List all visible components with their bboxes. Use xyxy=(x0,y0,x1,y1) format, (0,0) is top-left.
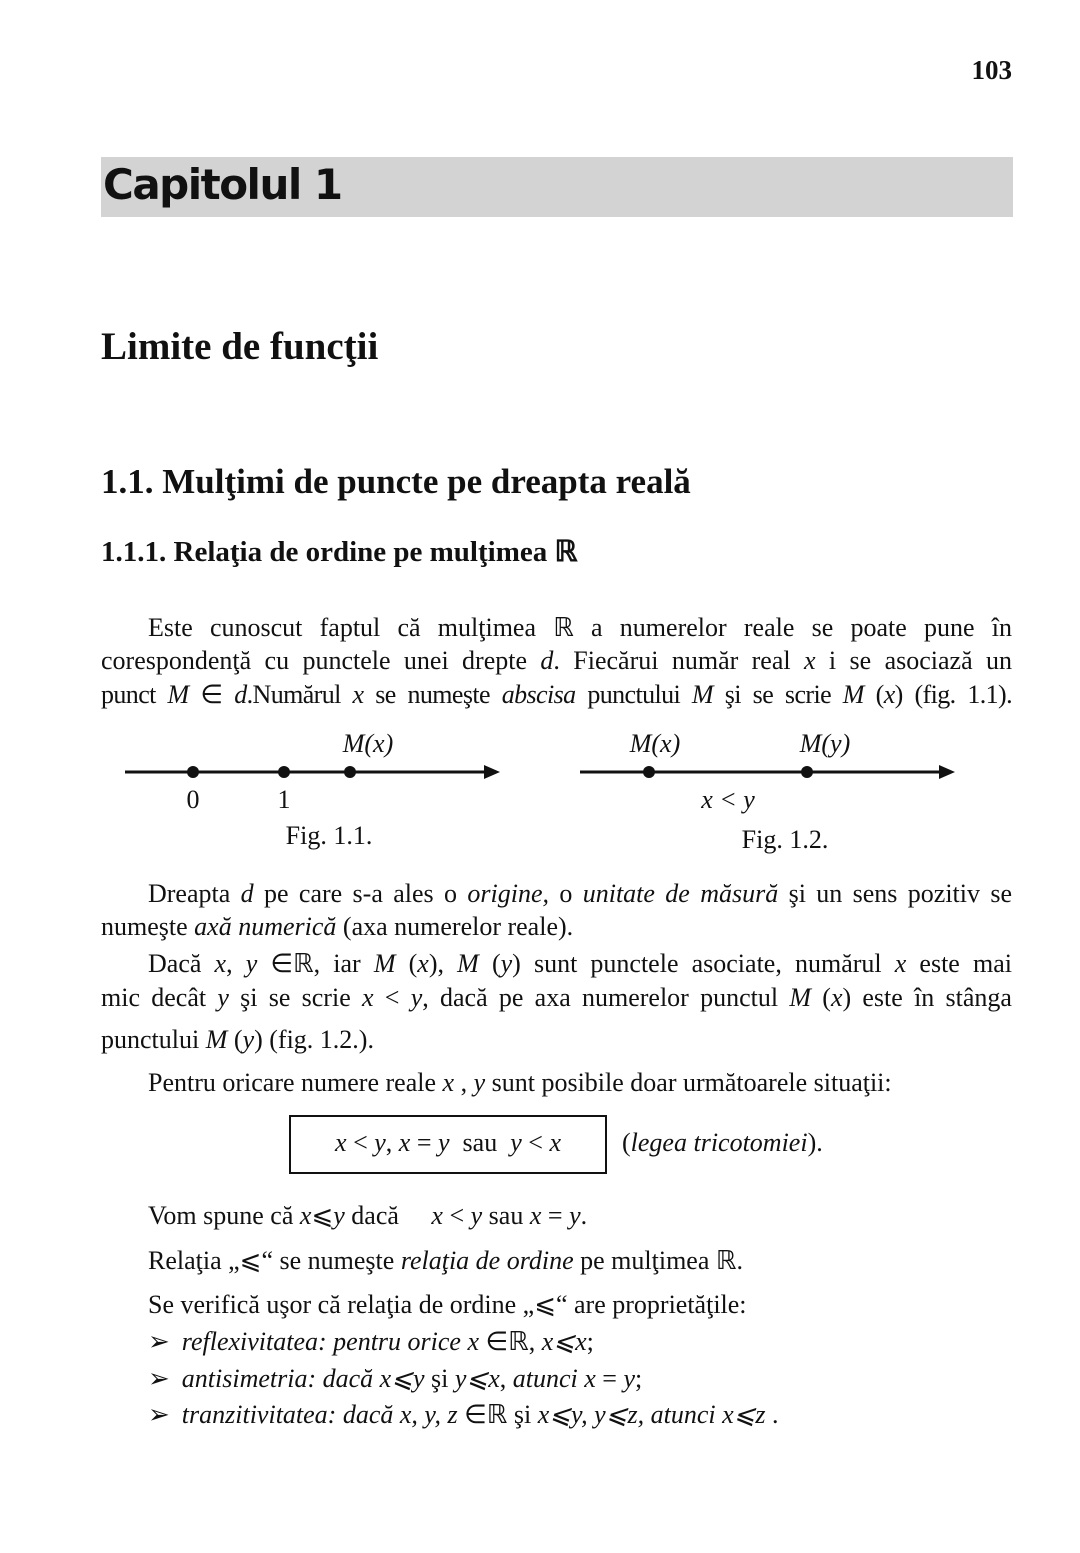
text-segment: ) sunt punctele asociate, numărul xyxy=(512,949,895,978)
text-segment: y xyxy=(242,1025,255,1054)
text-segment: ( xyxy=(811,983,831,1012)
text-segment: ) (fig. 1.2.). xyxy=(254,1025,374,1054)
text-segment: ∈ℝ, xyxy=(485,1327,542,1356)
axis-arrow-icon xyxy=(939,765,955,779)
text-segment: Vom spune că xyxy=(148,1201,300,1230)
text-segment: ). xyxy=(807,1128,823,1157)
text-segment: şi xyxy=(424,1364,455,1393)
paragraph-line xyxy=(101,911,1012,943)
point-1 xyxy=(278,766,290,778)
text-segment: unitate de măsură xyxy=(582,879,779,908)
text-segment: Relaţia „⩽“ se numeşte xyxy=(148,1246,401,1275)
property-item xyxy=(148,1327,594,1357)
label-mx: M(x) xyxy=(629,729,681,758)
text-segment: şi un sens pozitiv se xyxy=(778,879,1013,908)
text-segment: sau xyxy=(449,1128,511,1157)
text-segment: punctului xyxy=(575,680,692,709)
text-segment: Pentru oricare numere reale xyxy=(148,1068,443,1097)
text-segment: x xyxy=(361,983,374,1012)
chapter-title: Capitolul 1 xyxy=(103,160,342,209)
text-segment: x xyxy=(352,680,364,709)
text-segment: y xyxy=(500,949,513,978)
text-segment: reflexivitatea: pentru orice x xyxy=(181,1327,486,1356)
text-segment: < xyxy=(373,983,411,1012)
text-segment: y xyxy=(410,983,423,1012)
paragraph-line xyxy=(101,1024,1012,1056)
figure-caption: Fig. 1.2. xyxy=(741,825,829,854)
label-1: 1 xyxy=(277,785,291,814)
text-segment: o xyxy=(548,879,583,908)
text-segment: corespondenţă cu punctele unei drepte xyxy=(101,646,541,675)
text-segment: = xyxy=(410,1128,438,1157)
text-segment: Dreapta xyxy=(148,879,241,908)
text-segment: x xyxy=(830,983,843,1012)
text-segment: M xyxy=(373,949,396,978)
trichotomy-label xyxy=(622,1128,823,1158)
page-title: Limite de funcţii xyxy=(101,325,379,368)
label-mx: M(x) xyxy=(342,729,394,758)
paragraph-line xyxy=(148,1289,1012,1321)
text-segment: x xyxy=(214,949,227,978)
property-item xyxy=(148,1400,779,1430)
paragraph-line xyxy=(148,1245,1012,1277)
text-segment: ∈ xyxy=(188,680,235,709)
text-segment: ⩽ xyxy=(311,1201,334,1230)
text-segment: x xyxy=(299,1201,312,1230)
text-segment: x xyxy=(894,949,907,978)
text-segment: dacă xyxy=(344,1201,432,1230)
text-segment: i se asociază un xyxy=(815,646,1012,675)
text-segment: sunt posibile doar următoarele situaţii: xyxy=(485,1068,892,1097)
text-segment: M xyxy=(167,680,189,709)
text-segment: y xyxy=(623,1364,635,1393)
text-segment: y xyxy=(374,1128,386,1157)
text-segment: tranzitivitatea: dacă x, y, z xyxy=(181,1400,465,1429)
text-segment: ; xyxy=(586,1327,594,1356)
text-segment: ) (fig. 1.1). xyxy=(894,680,1012,709)
property-text xyxy=(182,1327,594,1356)
text-segment: Dacă xyxy=(148,949,215,978)
number-line-figures xyxy=(0,720,1080,860)
text-segment: ∈ℝ şi xyxy=(464,1400,538,1429)
text-segment: .Numărul xyxy=(246,680,353,709)
label-0: 0 xyxy=(186,785,200,814)
text-segment: y xyxy=(438,1128,450,1157)
text-segment: < xyxy=(346,1128,375,1157)
text-segment: = xyxy=(595,1364,624,1393)
label-my: M(y) xyxy=(799,729,851,758)
subsection-heading: 1.1.1. Relaţia de ordine pe mulţimea ℝ xyxy=(101,536,578,568)
figure-caption: Fig. 1.1. xyxy=(285,821,373,850)
text-segment: ; xyxy=(635,1364,643,1393)
page-number: 103 xyxy=(971,55,1012,85)
text-segment: x xyxy=(883,680,895,709)
text-segment: ), xyxy=(428,949,458,978)
bullet-arrow-icon: ➢ xyxy=(148,1327,170,1356)
paragraph-line xyxy=(101,679,1012,711)
text-segment: x xyxy=(417,949,429,978)
text-segment: x⩽y, y⩽z, atunci x⩽z xyxy=(537,1400,766,1429)
property-text xyxy=(182,1400,779,1429)
text-segment: origine, xyxy=(467,879,549,908)
text-segment: . xyxy=(765,1400,779,1429)
text-segment: x⩽x xyxy=(541,1327,587,1356)
text-segment: , xyxy=(226,949,246,978)
text-segment: pe care s-a ales o xyxy=(253,879,468,908)
text-segment: punctului xyxy=(101,1025,206,1054)
text-segment: Este cunoscut faptul că mulţimea ℝ a numerelor reale se poate pune în xyxy=(148,613,1012,642)
paragraph-line xyxy=(148,1067,1012,1099)
text-segment: x xyxy=(529,1201,542,1230)
text-segment: numeşte xyxy=(101,912,195,941)
text-segment: y xyxy=(217,983,229,1012)
text-segment: y xyxy=(333,1201,345,1230)
text-segment: ( xyxy=(863,680,884,709)
text-segment: M xyxy=(842,680,864,709)
property-item xyxy=(148,1364,642,1394)
text-segment: x xyxy=(398,1128,411,1157)
text-segment: ( xyxy=(227,1025,243,1054)
text-segment: legea tricotomiei xyxy=(630,1128,808,1157)
point-mx xyxy=(643,766,655,778)
bullet-arrow-icon: ➢ xyxy=(148,1400,170,1429)
text-segment: < xyxy=(521,1128,550,1157)
point-mx xyxy=(344,766,356,778)
paragraph-line xyxy=(148,1200,1012,1232)
text-segment: x xyxy=(335,1128,347,1157)
trichotomy-formula xyxy=(289,1128,607,1158)
text-segment: abscisa xyxy=(501,680,576,709)
text-segment: ( xyxy=(622,1128,631,1157)
text-segment: . Fiecărui număr real xyxy=(553,646,804,675)
paragraph-line xyxy=(148,948,1012,980)
text-segment: d xyxy=(240,879,254,908)
text-segment: y xyxy=(245,949,258,978)
paragraph-line xyxy=(148,612,1012,644)
text-segment: mic decât xyxy=(101,983,218,1012)
text-segment: (axa numerelor reale). xyxy=(336,912,574,941)
text-segment: M xyxy=(691,680,713,709)
text-segment: ( xyxy=(395,949,418,978)
text-segment: sau xyxy=(482,1201,530,1230)
text-segment: axă numerică xyxy=(194,912,337,941)
axis-arrow-icon xyxy=(484,765,500,779)
text-segment: se numeşte xyxy=(363,680,502,709)
figure-1-2 xyxy=(580,729,955,854)
text-segment: Se verifică uşor că relaţia de ordine „⩽“ are proprietăţile: xyxy=(148,1290,747,1319)
paragraph-line xyxy=(101,645,1012,677)
bullet-arrow-icon: ➢ xyxy=(148,1364,170,1393)
text-segment: y xyxy=(569,1201,581,1230)
text-segment: M xyxy=(205,1025,228,1054)
text-segment: M xyxy=(457,949,479,978)
text-segment: , dacă pe axa numerelor punctul xyxy=(422,983,790,1012)
text-segment: . xyxy=(580,1201,588,1230)
text-segment: , xyxy=(454,1068,474,1097)
section-heading: 1.1. Mulţimi de puncte pe dreapta reală xyxy=(101,462,691,501)
text-segment: ( xyxy=(478,949,501,978)
text-segment: şi se scrie xyxy=(712,680,843,709)
text-segment: , xyxy=(385,1128,399,1157)
text-segment: = xyxy=(541,1201,570,1230)
text-segment: y⩽x xyxy=(454,1364,500,1393)
text-segment: şi se scrie xyxy=(228,983,362,1012)
property-text xyxy=(182,1364,642,1393)
text-segment: este mai xyxy=(906,949,1012,978)
text-segment: d xyxy=(234,680,247,709)
text-segment: < xyxy=(442,1201,471,1230)
text-segment: ∈ℝ, iar xyxy=(257,949,374,978)
text-segment: pe mulţimea ℝ. xyxy=(573,1246,743,1275)
figure-1-1 xyxy=(125,729,500,850)
text-segment: , xyxy=(499,1364,513,1393)
text-segment: x xyxy=(804,646,816,675)
text-segment: d xyxy=(540,646,554,675)
text-segment: atunci x xyxy=(512,1364,596,1393)
text-segment: antisimetria: dacă x⩽y xyxy=(181,1364,425,1393)
text-segment: y xyxy=(470,1201,483,1230)
text-segment: x xyxy=(431,1201,443,1230)
paragraph-line xyxy=(101,982,1012,1014)
text-segment: ) este în stânga xyxy=(842,983,1012,1012)
text-segment: relaţia de ordine xyxy=(400,1246,574,1275)
text-segment: M xyxy=(789,983,812,1012)
point-my xyxy=(801,766,813,778)
point-0 xyxy=(187,766,199,778)
text-segment: y xyxy=(510,1128,522,1157)
label-relation: x < y xyxy=(701,785,755,814)
text-segment: y xyxy=(473,1068,486,1097)
text-segment: x xyxy=(549,1128,561,1157)
paragraph-line xyxy=(148,878,1012,910)
text-segment: x xyxy=(442,1068,455,1097)
text-segment: punct xyxy=(101,680,168,709)
